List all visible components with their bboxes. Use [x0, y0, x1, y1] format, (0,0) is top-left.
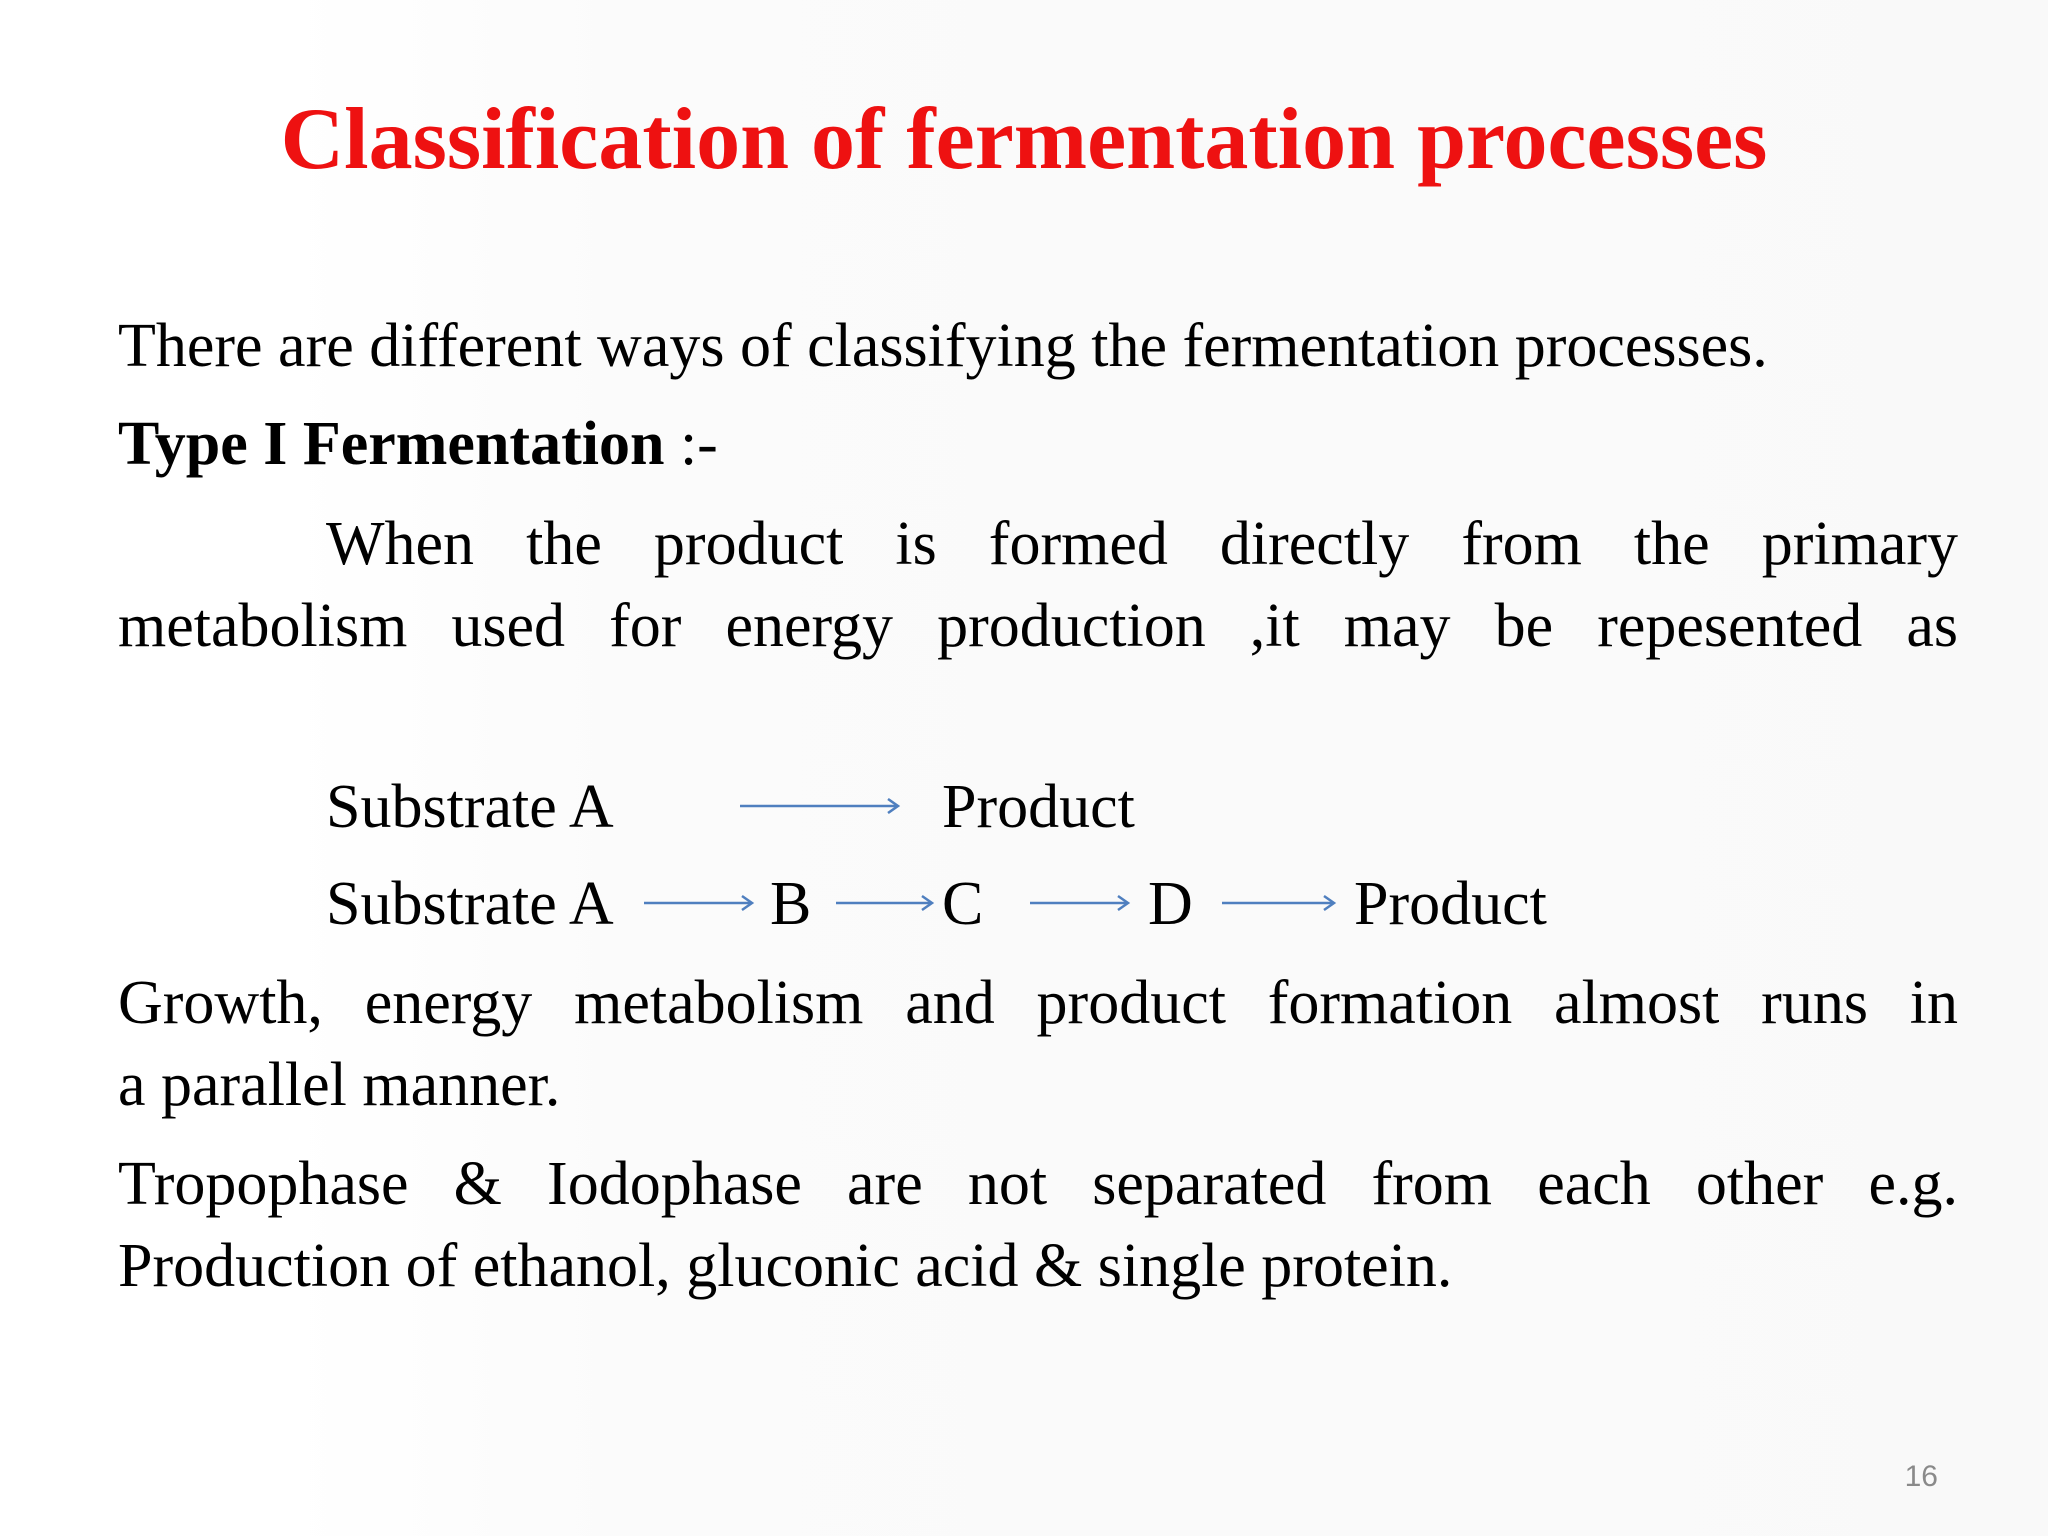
arrow-right-icon	[1222, 893, 1338, 913]
slide-title: Classification of fermentation processes	[280, 91, 1768, 188]
eq1-product: Product	[942, 773, 1135, 841]
para3-line1: Tropophase & Iodophase are not separated from each other e.g.	[118, 1150, 1958, 1218]
eq2-product: Product	[1354, 870, 1547, 938]
para1-line1: When the product is formed directly from the primary	[326, 510, 1958, 578]
eq1-substrate: Substrate A	[326, 773, 614, 841]
eq2-substrate: Substrate A	[326, 870, 614, 938]
type-heading-suffix: :-	[664, 410, 718, 478]
para2-line1: Growth, energy metabolism and product formation almost runs in	[118, 969, 1958, 1037]
para1-line2: metabolism used for energy production ,it may be repesented as	[118, 592, 1958, 660]
eq2-c: C	[942, 870, 984, 938]
eq2-d: D	[1148, 870, 1193, 938]
type-heading-line	[118, 404, 1958, 484]
arrow-right-icon	[1030, 893, 1132, 913]
para3-line2: Production of ethanol, gluconic acid & single protein.	[118, 1232, 1453, 1300]
arrow-right-icon	[740, 796, 902, 816]
arrow-right-icon	[836, 893, 936, 913]
intro-text: There are different ways of classifying the fermentation processes.	[118, 312, 1768, 380]
type-heading: Type I Fermentation	[118, 410, 665, 478]
para2-line2: a parallel manner.	[118, 1051, 561, 1119]
arrow-right-icon	[644, 893, 756, 913]
eq2-b: B	[770, 870, 812, 938]
page-number: 16	[1904, 1460, 1938, 1493]
